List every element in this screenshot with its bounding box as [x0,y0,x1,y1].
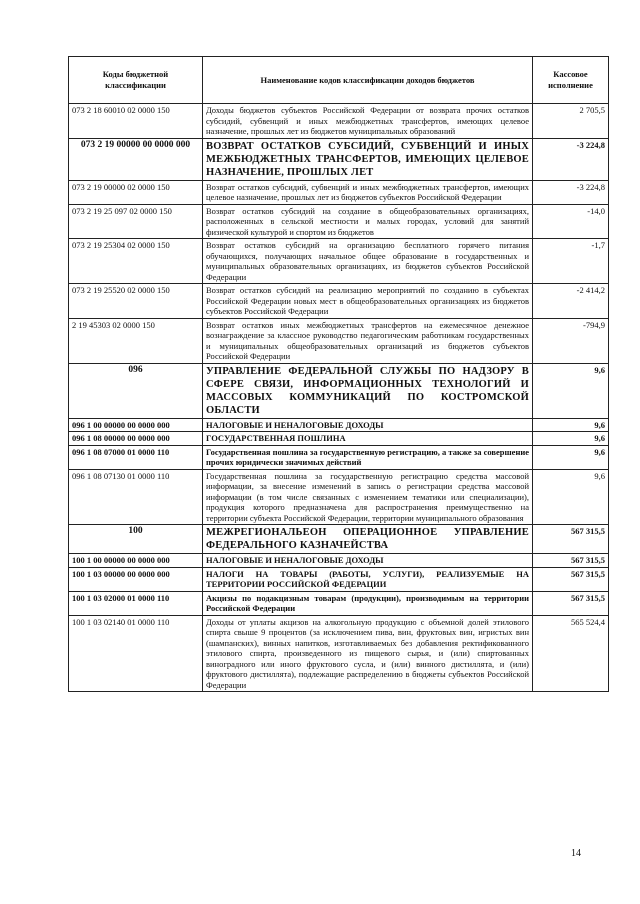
row-code: 096 [69,363,203,418]
row-code: 073 2 19 25 097 02 0000 150 [69,204,203,239]
row-code: 073 2 19 00000 02 0000 150 [69,180,203,204]
row-name: НАЛОГИ НА ТОВАРЫ (РАБОТЫ, УСЛУГИ), РЕАЛИЗУЕМЫЕ НА ТЕРРИТОРИИ РОССИЙСКОЙ ФЕДЕРАЦИИ [203,567,533,591]
row-name: Возврат остатков субсидий, субвенций и иных межбюджетных трансфертов, имеющих целевое назначение, прошлых лет из бюджетов субъектов Российской Федерации [203,180,533,204]
table-header-row [69,57,609,104]
row-code: 100 1 03 02140 01 0000 110 [69,615,203,692]
row-amount: -2 414,2 [533,284,609,319]
row-amount: 9,6 [533,445,609,469]
row-name: ГОСУДАРСТВЕННАЯ ПОШЛИНА [203,432,533,446]
table-row [69,615,609,692]
row-code: 073 2 19 25304 02 0000 150 [69,239,203,284]
table-row [69,104,609,139]
row-code: 2 19 45303 02 0000 150 [69,318,203,363]
row-code: 100 [69,525,203,554]
row-name: Доходы бюджетов субъектов Российской Федерации от возврата прочих остатков субсидий, субвенций и иных межбюджетных трансфертов, имеющих целевое назначение, прошлых лет из бюджетов муниципальных образований [203,104,533,139]
table-row [69,204,609,239]
row-code: 096 1 08 07130 01 0000 110 [69,469,203,525]
page-number: 14 [571,848,581,859]
row-amount: -3 224,8 [533,138,609,180]
row-name: Доходы от уплаты акцизов на алкогольную продукцию с объемной долей этилового спирта свыше 9 процентов (за исключением пива, вин, фруктовых вин, игристых вин (шампанских), винных напитков, изготавливаемых без добавления ректификованного этилового спирта, произведенного из пищевого сырья, и (или) спиртованных виноградного или иного фруктового сусла, и (или) винного дистиллята, и (или) фруктового дистиллята), подлежащие распределению в бюджеты субъектов Российской Федерации [203,615,533,692]
table-row [69,445,609,469]
row-name: Возврат остатков субсидий на организацию бесплатного горячего питания обучающихся, получающих начальное общее образование в государственных и муниципальных образовательных организациях, из бюджетов субъектов Российской Федерации [203,239,533,284]
row-amount: 2 705,5 [533,104,609,139]
row-code: 073 2 19 00000 00 0000 000 [69,138,203,180]
table-row [69,284,609,319]
table-row [69,180,609,204]
row-amount: 9,6 [533,432,609,446]
table-row [69,469,609,525]
budget-revenue-table [68,56,609,692]
table-row [69,138,609,180]
row-name: НАЛОГОВЫЕ И НЕНАЛОГОВЫЕ ДОХОДЫ [203,418,533,432]
row-code: 096 1 08 00000 00 0000 000 [69,432,203,446]
table-row [69,432,609,446]
row-name: Возврат остатков субсидий на создание в общеобразовательных организациях, расположенных в сельской местности и малых городах, условий для занятий физической культурой и спортом из бюджетов [203,204,533,239]
row-name: Возврат остатков субсидий на реализацию мероприятий по созданию в субъектах Российской Федерации новых мест в общеобразовательных организациях из бюджетов субъектов Российской Федерации [203,284,533,319]
row-amount: 565 524,4 [533,615,609,692]
row-amount: 567 315,5 [533,567,609,591]
row-code: 096 1 08 07000 01 0000 110 [69,445,203,469]
row-code: 100 1 03 00000 00 0000 000 [69,567,203,591]
row-amount: -1,7 [533,239,609,284]
row-name: ВОЗВРАТ ОСТАТКОВ СУБСИДИЙ, СУБВЕНЦИЙ И ИНЫХ МЕЖБЮДЖЕТНЫХ ТРАНСФЕРТОВ, ИМЕЮЩИХ ЦЕЛЕВОЕ НАЗНАЧЕНИЕ, ПРОШЛЫХ ЛЕТ [203,138,533,180]
table-row [69,418,609,432]
row-amount: -794,9 [533,318,609,363]
row-code: 100 1 03 02000 01 0000 110 [69,591,203,615]
row-name: Государственная пошлина за государственную регистрацию, а также за совершение прочих юридически значимых действий [203,445,533,469]
row-code: 073 2 18 60010 02 0000 150 [69,104,203,139]
row-amount: -14,0 [533,204,609,239]
row-amount: 9,6 [533,363,609,418]
row-name: Государственная пошлина за государственную регистрацию средства массовой информации, за внесение изменений в запись о регистрации средства массовой информации (в том числе связанных с изменением тематики или специализации), продукция которого предназначена для распространения преимущественно на территории субъекта Российской Федерации, территории муниципального образования [203,469,533,525]
header-name: Наименование кодов классификации доходов бюджетов [203,57,533,104]
row-amount: 9,6 [533,469,609,525]
row-name: Акцизы по подакцизным товарам (продукции), производимым на территории Российской Федерации [203,591,533,615]
table-row [69,318,609,363]
row-name: МЕЖРЕГИОНАЛЬЕОН ОПЕРАЦИОННОЕ УПРАВЛЕНИЕ ФЕДЕРАЛЬНОГО КАЗНАЧЕЙСТВА [203,525,533,554]
table-row [69,591,609,615]
row-amount: -3 224,8 [533,180,609,204]
row-name: Возврат остатков иных межбюджетных трансфертов на ежемесячное денежное вознаграждение за классное руководство педагогическим работникам государственных и муниципальных общеобразовательных организаций из бюджетов субъектов Российской Федерации [203,318,533,363]
row-amount: 567 315,5 [533,525,609,554]
row-name: НАЛОГОВЫЕ И НЕНАЛОГОВЫЕ ДОХОДЫ [203,554,533,568]
header-code: Коды бюджетной классификации [69,57,203,104]
row-code: 096 1 00 00000 00 0000 000 [69,418,203,432]
row-code: 073 2 19 25520 02 0000 150 [69,284,203,319]
table-row [69,363,609,418]
table-row [69,239,609,284]
row-code: 100 1 00 00000 00 0000 000 [69,554,203,568]
table-row [69,554,609,568]
row-amount: 9,6 [533,418,609,432]
row-amount: 567 315,5 [533,591,609,615]
row-name: УПРАВЛЕНИЕ ФЕДЕРАЛЬНОЙ СЛУЖБЫ ПО НАДЗОРУ В СФЕРЕ СВЯЗИ, ИНФОРМАЦИОННЫХ ТЕХНОЛОГИЙ И МАССОВЫХ КОММУНИКАЦИЙ ПО КОСТРОМСКОЙ ОБЛАСТИ [203,363,533,418]
table-row [69,567,609,591]
row-amount: 567 315,5 [533,554,609,568]
header-amount: Кассовое исполнение [533,57,609,104]
table-row [69,525,609,554]
document-page [68,56,608,692]
